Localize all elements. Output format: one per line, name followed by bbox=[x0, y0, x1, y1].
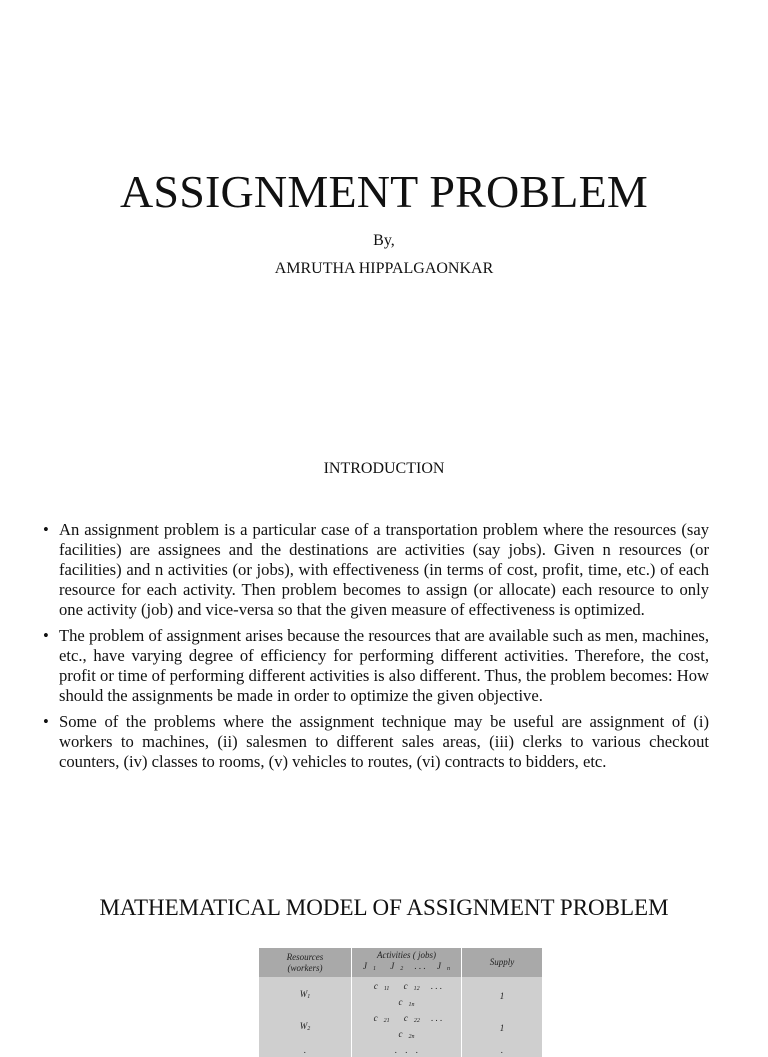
page-title: ASSIGNMENT PROBLEM bbox=[120, 166, 648, 217]
bullet-dot-icon: • bbox=[43, 712, 49, 731]
byline: By, bbox=[373, 232, 395, 249]
header-resources: Resources (workers) bbox=[259, 948, 351, 977]
header-activities: Activities ( jobs) J 1 J 2 . . . J n bbox=[351, 948, 461, 977]
table-row: W2 c 21 c 22 . . . c 2n 1 bbox=[259, 1012, 543, 1044]
bullet-item bbox=[43, 712, 709, 772]
bullet-item bbox=[43, 626, 709, 706]
bullet-item bbox=[43, 520, 709, 620]
assignment-table-image bbox=[259, 948, 543, 1055]
bullet-dot-icon: • bbox=[43, 520, 49, 539]
author-name: AMRUTHA HIPPALGAONKAR bbox=[274, 260, 494, 277]
bullet-text: The problem of assignment arises because the resources that are available such as men, machines, etc., have varying degree of efficiency for performing different activities. Therefore, the cost, profit or time of performing different activities is also different. Thus, the problem becomes: How should the assignments be made in order to optimize the given objective. bbox=[59, 626, 709, 705]
introduction-bullet-list bbox=[43, 520, 709, 778]
job-labels: J 1 J 2 . . . J n bbox=[362, 961, 450, 972]
header-supply: Supply bbox=[462, 948, 543, 977]
bullet-text: Some of the problems where the assignment technique may be useful are assignment of (i) workers to machines, (ii) salesmen to different sales areas, (iii) clerks to various checkout counters, (iv) classes to rooms, (v) vehicles to routes, (vi) contracts to bidders, etc. bbox=[59, 712, 709, 771]
table-row: W1 c 11 c 12 . . . c 1n 1 bbox=[259, 977, 543, 1012]
table-row: . . . . . bbox=[259, 1044, 543, 1057]
bullet-dot-icon: • bbox=[43, 626, 49, 645]
assignment-table bbox=[259, 948, 543, 1057]
model-heading: MATHEMATICAL MODEL OF ASSIGNMENT PROBLEM bbox=[99, 895, 669, 920]
introduction-heading: INTRODUCTION bbox=[323, 460, 445, 477]
bullet-text: An assignment problem is a particular case of a transportation problem where the resources (say facilities) are assignees and the destinations are activities (say jobs). Given n resources (or facilities) and n activities (or jobs), with effectiveness (in terms of cost, profit, time, etc.) of each resource for each activity. Then problem becomes to assign (or allocate) each resource to only one activity (job) and vice-versa so that the given measure of effectiveness is optimized. bbox=[59, 520, 709, 619]
